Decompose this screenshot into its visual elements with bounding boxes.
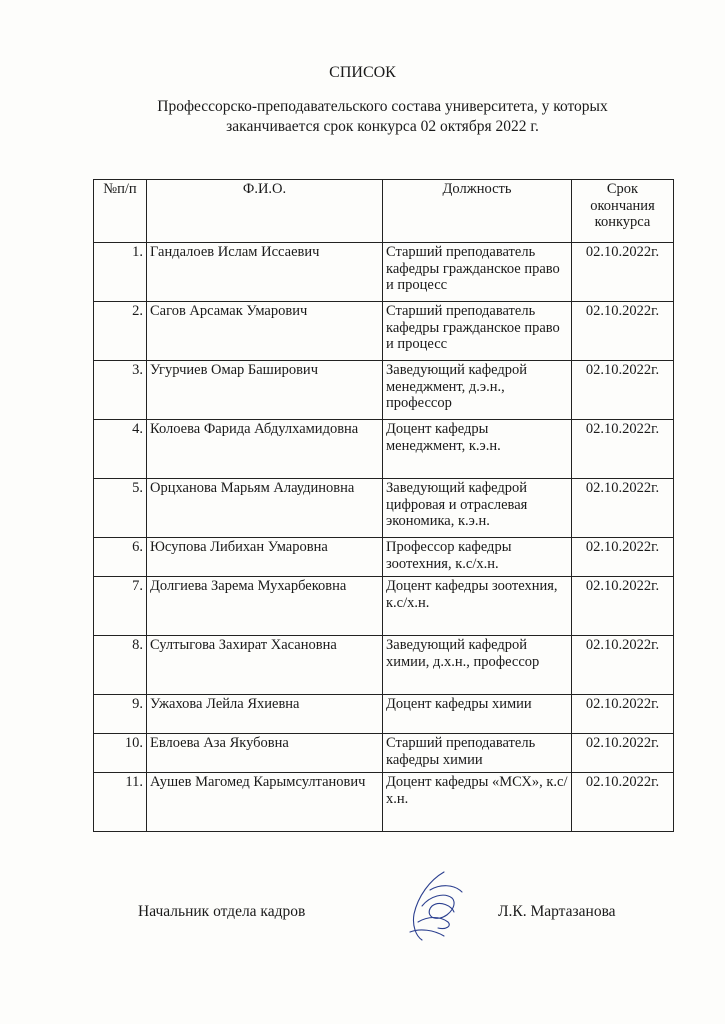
header-number: №п/п [94, 180, 147, 243]
table-row [94, 361, 674, 420]
header-position: Должность [383, 180, 572, 243]
table-row [94, 302, 674, 361]
row-name: Гандалоев Ислам Иссаевич [147, 243, 383, 302]
row-date: 02.10.2022г. [572, 361, 674, 420]
row-name: Угурчиев Омар Баширович [147, 361, 383, 420]
page-subtitle [120, 97, 645, 137]
row-date: 02.10.2022г. [572, 420, 674, 479]
row-number: 2. [94, 302, 147, 361]
table-row [94, 773, 674, 832]
row-number: 3. [94, 361, 147, 420]
subtitle-line-2: заканчивается срок конкурса 02 октября 2022 г. [226, 118, 539, 135]
signature-icon [400, 866, 480, 946]
table-row [94, 636, 674, 695]
row-date: 02.10.2022г. [572, 773, 674, 832]
row-position: Доцент кафедры зоотехния, к.с/х.н. [383, 577, 572, 636]
row-name: Долгиева Зарема Мухарбековна [147, 577, 383, 636]
row-date: 02.10.2022г. [572, 538, 674, 577]
row-name: Колоева Фарида Абдулхамидовна [147, 420, 383, 479]
subtitle-line-1: Профессорско-преподавательского состава университета, у которых [157, 98, 608, 115]
row-position: Доцент кафедры химии [383, 695, 572, 734]
row-position: Старший преподаватель кафедры гражданское право и процесс [383, 302, 572, 361]
signatory-name: Л.К. Мартазанова [498, 903, 616, 920]
row-name: Евлоева Аза Якубовна [147, 734, 383, 773]
row-date: 02.10.2022г. [572, 302, 674, 361]
row-position: Заведующий кафедрой менеджмент, д.э.н., профессор [383, 361, 572, 420]
row-date: 02.10.2022г. [572, 636, 674, 695]
table-header-row [94, 180, 674, 243]
row-position: Доцент кафедры менеджмент, к.э.н. [383, 420, 572, 479]
row-name: Орцханова Марьям Алаудиновна [147, 479, 383, 538]
row-position: Доцент кафедры «МСХ», к.с/х.н. [383, 773, 572, 832]
page-title: СПИСОК [329, 64, 396, 81]
signatory-role: Начальник отдела кадров [138, 903, 306, 920]
row-date: 02.10.2022г. [572, 577, 674, 636]
table-row [94, 420, 674, 479]
table-row [94, 695, 674, 734]
table-row [94, 479, 674, 538]
row-name: Сагов Арсамак Умарович [147, 302, 383, 361]
row-position: Заведующий кафедрой цифровая и отраслевая экономика, к.э.н. [383, 479, 572, 538]
table-row [94, 538, 674, 577]
row-number: 1. [94, 243, 147, 302]
staff-table [93, 179, 674, 832]
row-number: 7. [94, 577, 147, 636]
row-name: Ужахова Лейла Яхиевна [147, 695, 383, 734]
row-name: Султыгова Захират Хасановна [147, 636, 383, 695]
table-row [94, 577, 674, 636]
row-name: Юсупова Либихан Умаровна [147, 538, 383, 577]
row-name: Аушев Магомед Карымсултанович [147, 773, 383, 832]
row-number: 4. [94, 420, 147, 479]
row-position: Профессор кафедры зоотехния, к.с/х.н. [383, 538, 572, 577]
row-position: Старший преподаватель кафедры химии [383, 734, 572, 773]
row-date: 02.10.2022г. [572, 479, 674, 538]
table-row [94, 734, 674, 773]
header-term-end: Срок окончания конкурса [572, 180, 674, 243]
table-row [94, 243, 674, 302]
row-date: 02.10.2022г. [572, 695, 674, 734]
row-number: 5. [94, 479, 147, 538]
header-name: Ф.И.О. [147, 180, 383, 243]
row-number: 8. [94, 636, 147, 695]
row-number: 9. [94, 695, 147, 734]
row-position: Старший преподаватель кафедры гражданское право и процесс [383, 243, 572, 302]
row-date: 02.10.2022г. [572, 243, 674, 302]
row-number: 10. [94, 734, 147, 773]
row-date: 02.10.2022г. [572, 734, 674, 773]
row-number: 6. [94, 538, 147, 577]
row-position: Заведующий кафедрой химии, д.х.н., профессор [383, 636, 572, 695]
row-number: 11. [94, 773, 147, 832]
